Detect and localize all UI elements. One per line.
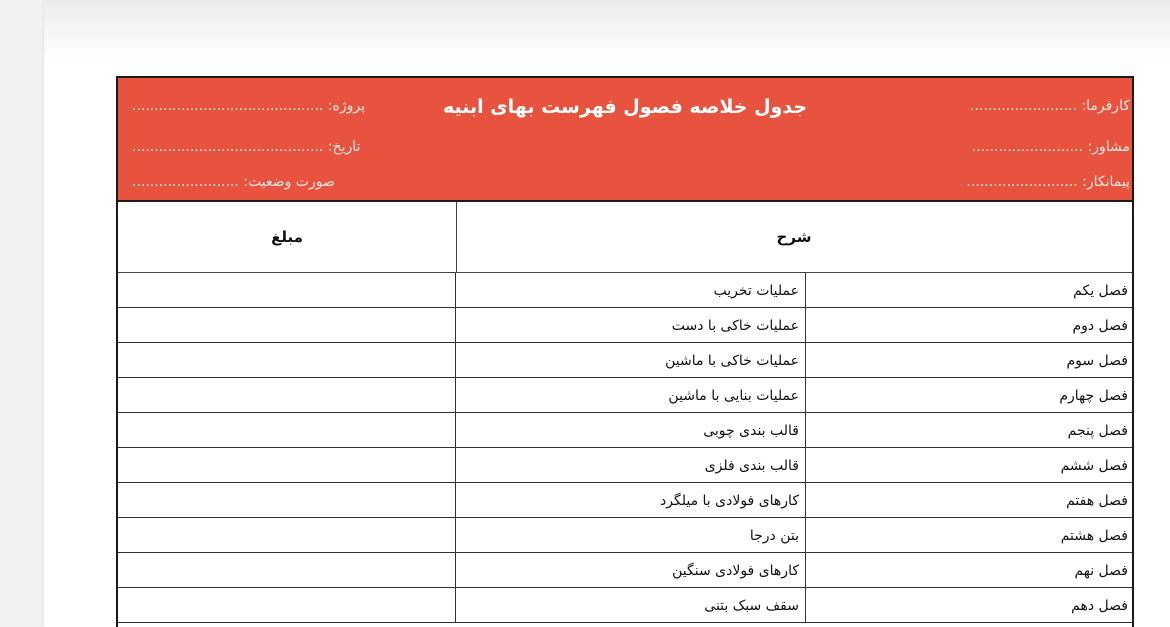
table-row [118,518,1132,553]
table-body [118,273,1132,623]
column-header-row [118,202,1132,273]
table-header-band [118,78,1132,202]
table-title: جدول خلاصه فصول فهرست بهای ابنیه [442,96,808,118]
chapter-cell: فصل هفتم [1066,493,1128,509]
amount-cell[interactable] [118,448,456,482]
page-top-shade [44,0,1170,60]
chapter-cell: فصل سوم [1066,353,1128,369]
amount-cell[interactable] [118,343,456,377]
consultant-label: مشاور: [1087,139,1130,155]
description-cell: سقف سبک بتنی [456,588,806,622]
summary-table [116,76,1134,627]
table-row [118,308,1132,343]
table-row [118,378,1132,413]
chapter-cell: فصل دوم [1072,318,1128,334]
table-row [118,413,1132,448]
client-label: کارفرما: [1081,98,1130,114]
amount-cell[interactable] [118,518,456,552]
date-field [132,139,360,155]
description-cell: عملیات خاکی با ماشین [456,343,806,377]
amount-cell[interactable] [118,413,456,447]
contractor-label: پیمانکار: [1082,174,1130,190]
date-label: تاریخ: [327,139,361,155]
project-dots: ........................................... [132,98,324,114]
description-cell: عملیات تخریب [456,273,806,307]
project-label: پروژه: [327,98,366,114]
statement-dots: ........................ [132,174,239,190]
chapter-cell: فصل دهم [1071,598,1128,614]
table-row [118,273,1132,308]
amount-cell[interactable] [118,588,456,622]
statement-field [132,174,335,190]
amount-cell[interactable] [118,273,456,307]
table-row [118,483,1132,518]
project-field [132,98,365,114]
column-header-description: شرح [776,228,812,246]
date-dots: ........................................... [132,139,324,155]
statement-label: صورت وضعیت: [243,174,335,190]
chapter-cell: فصل ششم [1060,458,1128,474]
table-row [118,588,1132,623]
chapter-cell: فصل نهم [1074,563,1128,579]
amount-cell[interactable] [118,553,456,587]
contractor-field [966,174,1130,190]
description-cell: بتن درجا [456,518,806,552]
consultant-dots: ......................... [971,139,1084,155]
amount-cell[interactable] [118,378,456,412]
description-cell: قالب بندی فلزی [456,448,806,482]
chapter-cell: فصل پنجم [1067,423,1128,439]
description-cell: قالب بندی چوبی [456,413,806,447]
table-row [118,448,1132,483]
consultant-field [972,139,1130,155]
contractor-dots: ......................... [966,174,1078,190]
chapter-cell: فصل یکم [1073,283,1128,299]
description-cell: عملیات بنایی با ماشین [456,378,806,412]
chapter-cell: فصل چهارم [1059,388,1128,404]
client-dots: ........................ [970,98,1077,114]
chapter-cell: فصل هشتم [1060,528,1128,544]
left-gutter [0,0,44,627]
table-row [118,553,1132,588]
column-header-amount: مبلغ [118,202,457,272]
description-cell: عملیات خاکی با دست [456,308,806,342]
amount-cell[interactable] [118,483,456,517]
client-field [970,98,1130,114]
table-row [118,343,1132,378]
description-cell: کارهای فولادی سنگین [456,553,806,587]
description-cell: کارهای فولادی با میلگرد [456,483,806,517]
amount-cell[interactable] [118,308,456,342]
